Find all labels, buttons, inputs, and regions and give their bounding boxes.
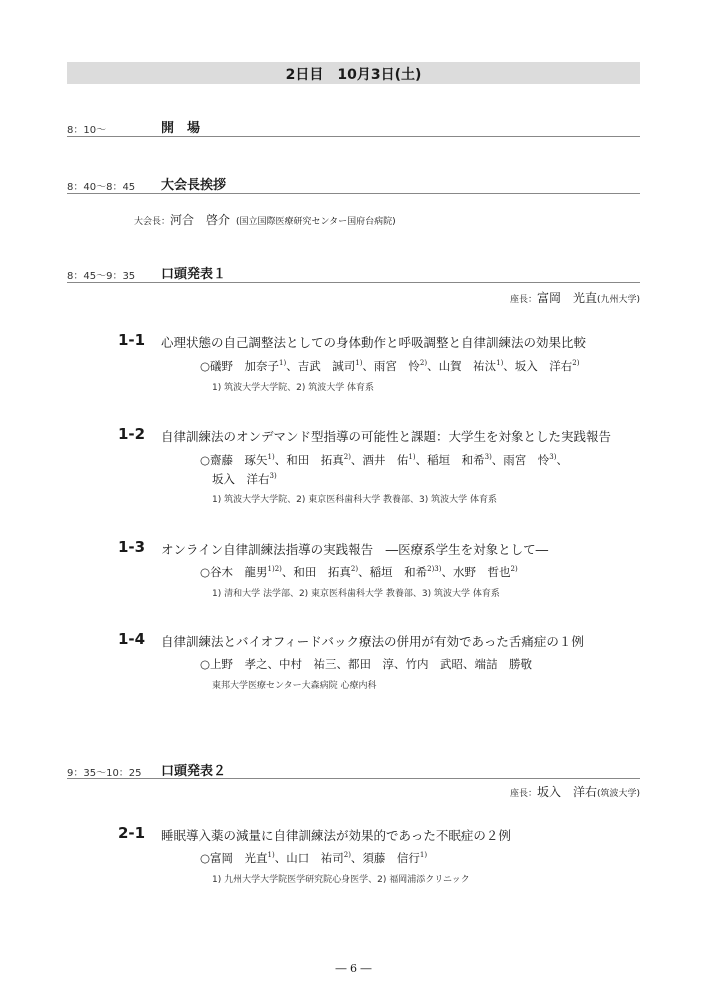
oral1-chair-name: 富岡 光直 (536, 291, 597, 305)
presentation-authors-line2: 坂入 洋右$^{3)}$ (212, 472, 277, 486)
presentation-title: オンライン自律訓練法指導の実践報告 ―医療系学生を対象として― (161, 542, 549, 557)
greeting-title: 大会長挨拶 (161, 178, 227, 193)
greeting-time: 8：40～8：45 (67, 182, 136, 193)
presentation-authors: ○礒野 加奈子$^{1)}$、吉武 誠司$^{1)}$、雨宮 怜$^{2)}$、山賀 祐汰$^{1)}$、坂入 洋右$^{2)}$ (200, 359, 580, 373)
presentation-authors: ○齋藤 琢矢$^{1)}$、和田 拓真$^{2)}$、酒井 佑$^{1)}$、稲垣 和希$^{3)}$、雨宮 怜$^{3)}$、 (200, 453, 568, 467)
oral1-chair-role: 座長： (509, 295, 537, 305)
oral1-chair (510, 289, 640, 306)
presentation-affiliations: 1) 清和大学 法学部、2) 東京医科歯科大学 教養部、3) 筑波大学 体育系 (212, 589, 500, 599)
day-header-bar (67, 62, 640, 84)
presentation-number: 2-1 (118, 824, 146, 842)
presentation-affiliations: 1) 筑波大学大学院、2) 東京医科歯科大学 教養部、3) 筑波大学 体育系 (212, 495, 498, 505)
divider (67, 193, 640, 194)
opening-time: 8：10～ (67, 125, 107, 136)
page-number: ― 6 ― (335, 962, 372, 975)
opening-title: 開 場 (161, 121, 201, 136)
greeting-president (134, 209, 396, 228)
presentation-number: 1-2 (118, 425, 146, 443)
greeting-name: 河合 啓介 (170, 213, 231, 227)
oral1-chair-affil: (九州大学) (596, 295, 640, 305)
oral2-chair-affil: (筑波大学) (596, 789, 640, 799)
oral2-title: 口頭発表２ (161, 764, 227, 779)
oral2-chair (510, 783, 640, 800)
presentation-title: 自律訓練法のオンデマンド型指導の可能性と課題：大学生を対象とした実践報告 (161, 429, 612, 444)
presentation-affiliations: 東邦大学医療センター大森病院 心療内科 (212, 681, 377, 691)
presentation-title: 心理状態の自己調整法としての身体動作と呼吸調整と自律訓練法の効果比較 (161, 335, 587, 350)
presentation-authors: ○上野 孝之、中村 祐三、都田 淳、竹内 武昭、端詰 勝敬 (200, 657, 533, 671)
day-header: 2日目 10月3日(土) (285, 67, 422, 83)
presentation-title: 自律訓練法とバイオフィードバック療法の併用が有効であった舌痛症の１例 (161, 634, 584, 649)
presentation-number: 1-1 (118, 331, 146, 349)
oral2-time: 9：35～10：25 (67, 768, 142, 779)
presentation-number: 1-3 (118, 538, 146, 556)
oral1-time: 8：45～9：35 (67, 271, 136, 282)
oral2-chair-role: 座長： (509, 789, 537, 799)
presentation-affiliations: 1) 九州大学大学院医学研究院心身医学、2) 福岡浦添クリニック (212, 875, 470, 885)
divider (67, 778, 640, 779)
presentation-number: 1-4 (118, 630, 146, 648)
oral2-chair-name: 坂入 洋右 (536, 785, 597, 799)
presentation-authors: ○谷木 龍男$^{1)2)}$、和田 拓真$^{2)}$、稲垣 和希$^{2)3)}$、水野 哲也$^{2)}$ (200, 565, 518, 579)
divider (67, 136, 640, 137)
presentation-authors: ○富岡 光直$^{1)}$、山口 祐司$^{2)}$、須藤 信行$^{1)}$ (200, 851, 428, 865)
greeting-role: 大会長： (134, 217, 171, 227)
presentation-affiliations: 1) 筑波大学大学院、2) 筑波大学 体育系 (212, 383, 375, 393)
oral1-title: 口頭発表１ (161, 267, 227, 282)
presentation-title: 睡眠導入薬の減量に自律訓練法が効果的であった不眠症の２例 (161, 828, 511, 843)
divider (67, 282, 640, 283)
greeting-affil: (国立国際医療研究センター国府台病院) (236, 217, 396, 227)
